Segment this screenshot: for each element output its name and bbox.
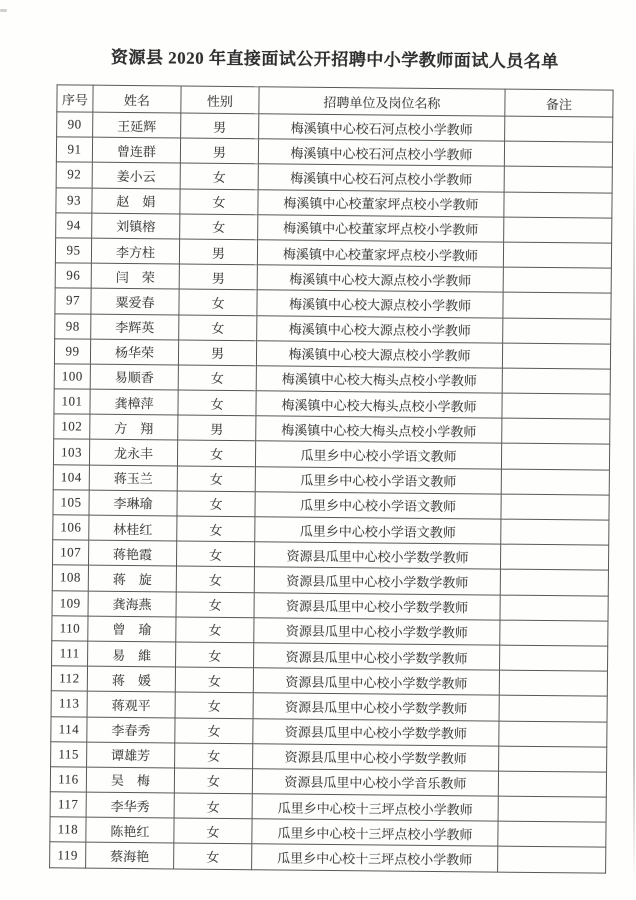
- cell-no: 91: [56, 137, 92, 163]
- cell-remark: [500, 569, 608, 595]
- cell-name: 易 維: [88, 641, 176, 667]
- cell-name: 李辉英: [91, 314, 179, 340]
- cell-position: 资源县瓜里中心校小学数学教师: [254, 567, 500, 595]
- cell-no: 111: [52, 641, 88, 667]
- cell-gender: 女: [177, 466, 255, 492]
- cell-name: 蒋艳霞: [88, 540, 176, 566]
- cell-remark: [500, 544, 608, 570]
- cell-position: 梅溪镇中心校大梅头点校小学教师: [256, 416, 502, 444]
- cell-position: 梅溪镇中心校大源点校小学教师: [257, 290, 503, 318]
- cell-gender: 女: [174, 793, 252, 819]
- cell-no: 94: [56, 213, 92, 239]
- cell-remark: [500, 620, 608, 646]
- cell-remark: [502, 343, 610, 369]
- cell-gender: 女: [177, 440, 255, 466]
- column-header-position: 招聘单位及岗位名称: [259, 87, 505, 116]
- cell-remark: [499, 695, 607, 721]
- cell-remark: [504, 141, 612, 167]
- cell-gender: 男: [179, 264, 257, 290]
- cell-remark: [499, 746, 607, 772]
- cell-position: 资源县瓜里中心校小学数学教师: [253, 693, 499, 721]
- cell-remark: [499, 670, 607, 696]
- cell-no: 90: [57, 112, 93, 138]
- cell-name: 曾连群: [92, 137, 180, 163]
- cell-remark: [500, 645, 608, 671]
- cell-no: 99: [54, 339, 90, 365]
- cell-name: 王延辉: [93, 112, 181, 138]
- cell-gender: 女: [177, 516, 255, 542]
- scan-edge-line: [633, 120, 635, 880]
- cell-gender: 男: [178, 340, 256, 366]
- cell-remark: [503, 267, 611, 293]
- cell-remark: [499, 721, 607, 747]
- cell-no: 102: [54, 414, 90, 440]
- cell-remark: [498, 796, 606, 822]
- column-header-name: 姓名: [93, 85, 181, 113]
- cell-position: 资源县瓜里中心校小学数学教师: [254, 617, 500, 645]
- cell-no: 117: [50, 792, 86, 818]
- cell-name: 蒋 旋: [88, 566, 176, 592]
- cell-name: 李琳瑜: [89, 490, 177, 516]
- cell-position: 资源县瓜里中心校小学数学教师: [254, 643, 500, 671]
- cell-gender: 女: [175, 667, 253, 693]
- cell-remark: [498, 847, 606, 873]
- document-content: [49, 42, 613, 873]
- cell-position: 瓜里乡中心校十三坪点校小学教师: [252, 819, 498, 847]
- cell-name: 蔡海艳: [86, 843, 174, 869]
- page-title: 资源县 2020 年直接面试公开招聘中小学教师面试人员名单: [110, 47, 559, 72]
- column-header-remark: 备注: [505, 89, 613, 117]
- cell-position: 瓜里乡中心校十三坪点校小学教师: [252, 844, 498, 872]
- cell-name: 蒋 媛: [87, 666, 175, 692]
- cell-position: 资源县瓜里中心校小学数学教师: [253, 743, 499, 771]
- cell-gender: 女: [175, 717, 253, 743]
- cell-no: 115: [51, 741, 87, 767]
- cell-position: 梅溪镇中心校石河点校小学教师: [259, 114, 505, 142]
- cell-name: 易顺香: [90, 364, 178, 390]
- cell-name: 方 翔: [90, 414, 178, 440]
- cell-gender: 女: [175, 743, 253, 769]
- cell-no: 92: [56, 162, 92, 188]
- cell-gender: 女: [180, 189, 258, 215]
- cell-position: 资源县瓜里中心校小学数学教师: [254, 592, 500, 620]
- cell-no: 101: [54, 389, 90, 415]
- cell-no: 118: [50, 817, 86, 843]
- cell-name: 龚海燕: [88, 591, 176, 617]
- cell-position: 梅溪镇中心校石河点校小学教师: [258, 164, 504, 192]
- cell-name: 李春秀: [87, 717, 175, 743]
- cell-position: 瓜里乡中心校小学语文教师: [255, 466, 501, 494]
- column-header-no: 序号: [57, 85, 93, 112]
- cell-no: 107: [52, 540, 88, 566]
- cell-no: 96: [55, 263, 91, 289]
- cell-remark: [501, 444, 609, 470]
- cell-remark: [498, 771, 606, 797]
- cell-no: 110: [52, 616, 88, 642]
- cell-position: 梅溪镇中心校大源点校小学教师: [257, 315, 503, 343]
- cell-no: 95: [55, 238, 91, 264]
- cell-remark: [502, 418, 610, 444]
- cell-gender: 女: [174, 818, 252, 844]
- cell-position: 梅溪镇中心校大梅头点校小学教师: [256, 366, 502, 394]
- cell-position: 梅溪镇中心校董家坪点校小学教师: [258, 189, 504, 217]
- cell-remark: [503, 292, 611, 318]
- cell-name: 赵 娟: [92, 188, 180, 214]
- cell-no: 100: [54, 364, 90, 390]
- cell-no: 109: [52, 590, 88, 616]
- scan-artifact: [0, 9, 7, 12]
- cell-position: 梅溪镇中心校大源点校小学教师: [256, 340, 502, 368]
- table-body: [50, 112, 613, 873]
- cell-gender: 女: [176, 617, 254, 643]
- cell-no: 108: [52, 565, 88, 591]
- cell-gender: 女: [174, 768, 252, 794]
- cell-gender: 女: [176, 566, 254, 592]
- cell-gender: 男: [181, 113, 259, 139]
- cell-position: 瓜里乡中心校小学语文教师: [255, 492, 501, 520]
- cell-position: 资源县瓜里中心校小学数学教师: [253, 718, 499, 746]
- cell-name: 龚樟萍: [90, 389, 178, 415]
- cell-position: 梅溪镇中心校董家坪点校小学教师: [257, 240, 503, 268]
- cell-gender: 女: [176, 642, 254, 668]
- cell-no: 97: [55, 288, 91, 314]
- cell-gender: 女: [175, 692, 253, 718]
- cell-no: 106: [53, 515, 89, 541]
- cell-name: 蒋玉兰: [89, 465, 177, 491]
- cell-remark: [503, 242, 611, 268]
- cell-position: 梅溪镇中心校石河点校小学教师: [258, 139, 504, 167]
- cell-name: 李方柱: [91, 238, 179, 264]
- cell-name: 杨华荣: [90, 339, 178, 365]
- cell-name: 李华秀: [86, 792, 174, 818]
- cell-remark: [501, 519, 609, 545]
- cell-position: 瓜里乡中心校十三坪点校小学教师: [252, 794, 498, 822]
- cell-gender: 女: [179, 315, 257, 341]
- cell-gender: 女: [174, 843, 252, 869]
- cell-position: 瓜里乡中心校小学语文教师: [255, 441, 501, 469]
- cell-no: 105: [53, 490, 89, 516]
- cell-name: 刘镇榕: [92, 213, 180, 239]
- cell-name: 闫 荣: [91, 263, 179, 289]
- cell-remark: [501, 494, 609, 520]
- cell-no: 103: [53, 439, 89, 465]
- cell-gender: 男: [180, 138, 258, 164]
- cell-gender: 男: [178, 415, 256, 441]
- cell-name: 林桂红: [89, 515, 177, 541]
- cell-no: 98: [55, 313, 91, 339]
- cell-remark: [504, 167, 612, 193]
- cell-no: 119: [50, 842, 86, 868]
- cell-no: 93: [56, 187, 92, 213]
- cell-gender: 女: [176, 541, 254, 567]
- cell-remark: [505, 116, 613, 142]
- cell-name: 姜小云: [92, 163, 180, 189]
- cell-gender: 女: [179, 289, 257, 315]
- cell-name: 粟爱春: [91, 288, 179, 314]
- cell-remark: [504, 192, 612, 218]
- cell-position: 梅溪镇中心校董家坪点校小学教师: [258, 215, 504, 243]
- cell-position: 资源县瓜里中心校小学数学教师: [254, 542, 500, 570]
- cell-remark: [498, 821, 606, 847]
- cell-name: 蒋观平: [87, 691, 175, 717]
- cell-remark: [501, 469, 609, 495]
- cell-remark: [504, 217, 612, 243]
- cell-no: 113: [51, 691, 87, 717]
- cell-position: 资源县瓜里中心校小学数学教师: [253, 668, 499, 696]
- cell-position: 梅溪镇中心校大源点校小学教师: [257, 265, 503, 293]
- cell-name: 谭雄芳: [87, 742, 175, 768]
- column-header-gender: 性别: [181, 86, 259, 114]
- cell-remark: [502, 393, 610, 419]
- cell-name: 曾 瑜: [88, 616, 176, 642]
- cell-gender: 男: [179, 239, 257, 265]
- cell-gender: 女: [177, 491, 255, 517]
- cell-remark: [502, 368, 610, 394]
- cell-gender: 女: [180, 214, 258, 240]
- cell-name: 吴 梅: [86, 767, 174, 793]
- cell-no: 116: [50, 767, 86, 793]
- cell-gender: 女: [178, 365, 256, 391]
- cell-no: 104: [53, 464, 89, 490]
- cell-remark: [500, 595, 608, 621]
- cell-name: 陈艳红: [86, 817, 174, 843]
- cell-position: 梅溪镇中心校大梅头点校小学教师: [256, 391, 502, 419]
- cell-gender: 女: [180, 163, 258, 189]
- cell-position: 瓜里乡中心校小学语文教师: [255, 517, 501, 545]
- cell-remark: [503, 318, 611, 344]
- cell-position: 资源县瓜里中心校小学音乐教师: [252, 769, 498, 797]
- cell-name: 龙永丰: [89, 440, 177, 466]
- cell-no: 114: [51, 716, 87, 742]
- candidates-table: [49, 84, 613, 873]
- cell-gender: 女: [176, 592, 254, 618]
- cell-no: 112: [51, 666, 87, 692]
- table-row: [50, 842, 606, 873]
- cell-gender: 女: [178, 390, 256, 416]
